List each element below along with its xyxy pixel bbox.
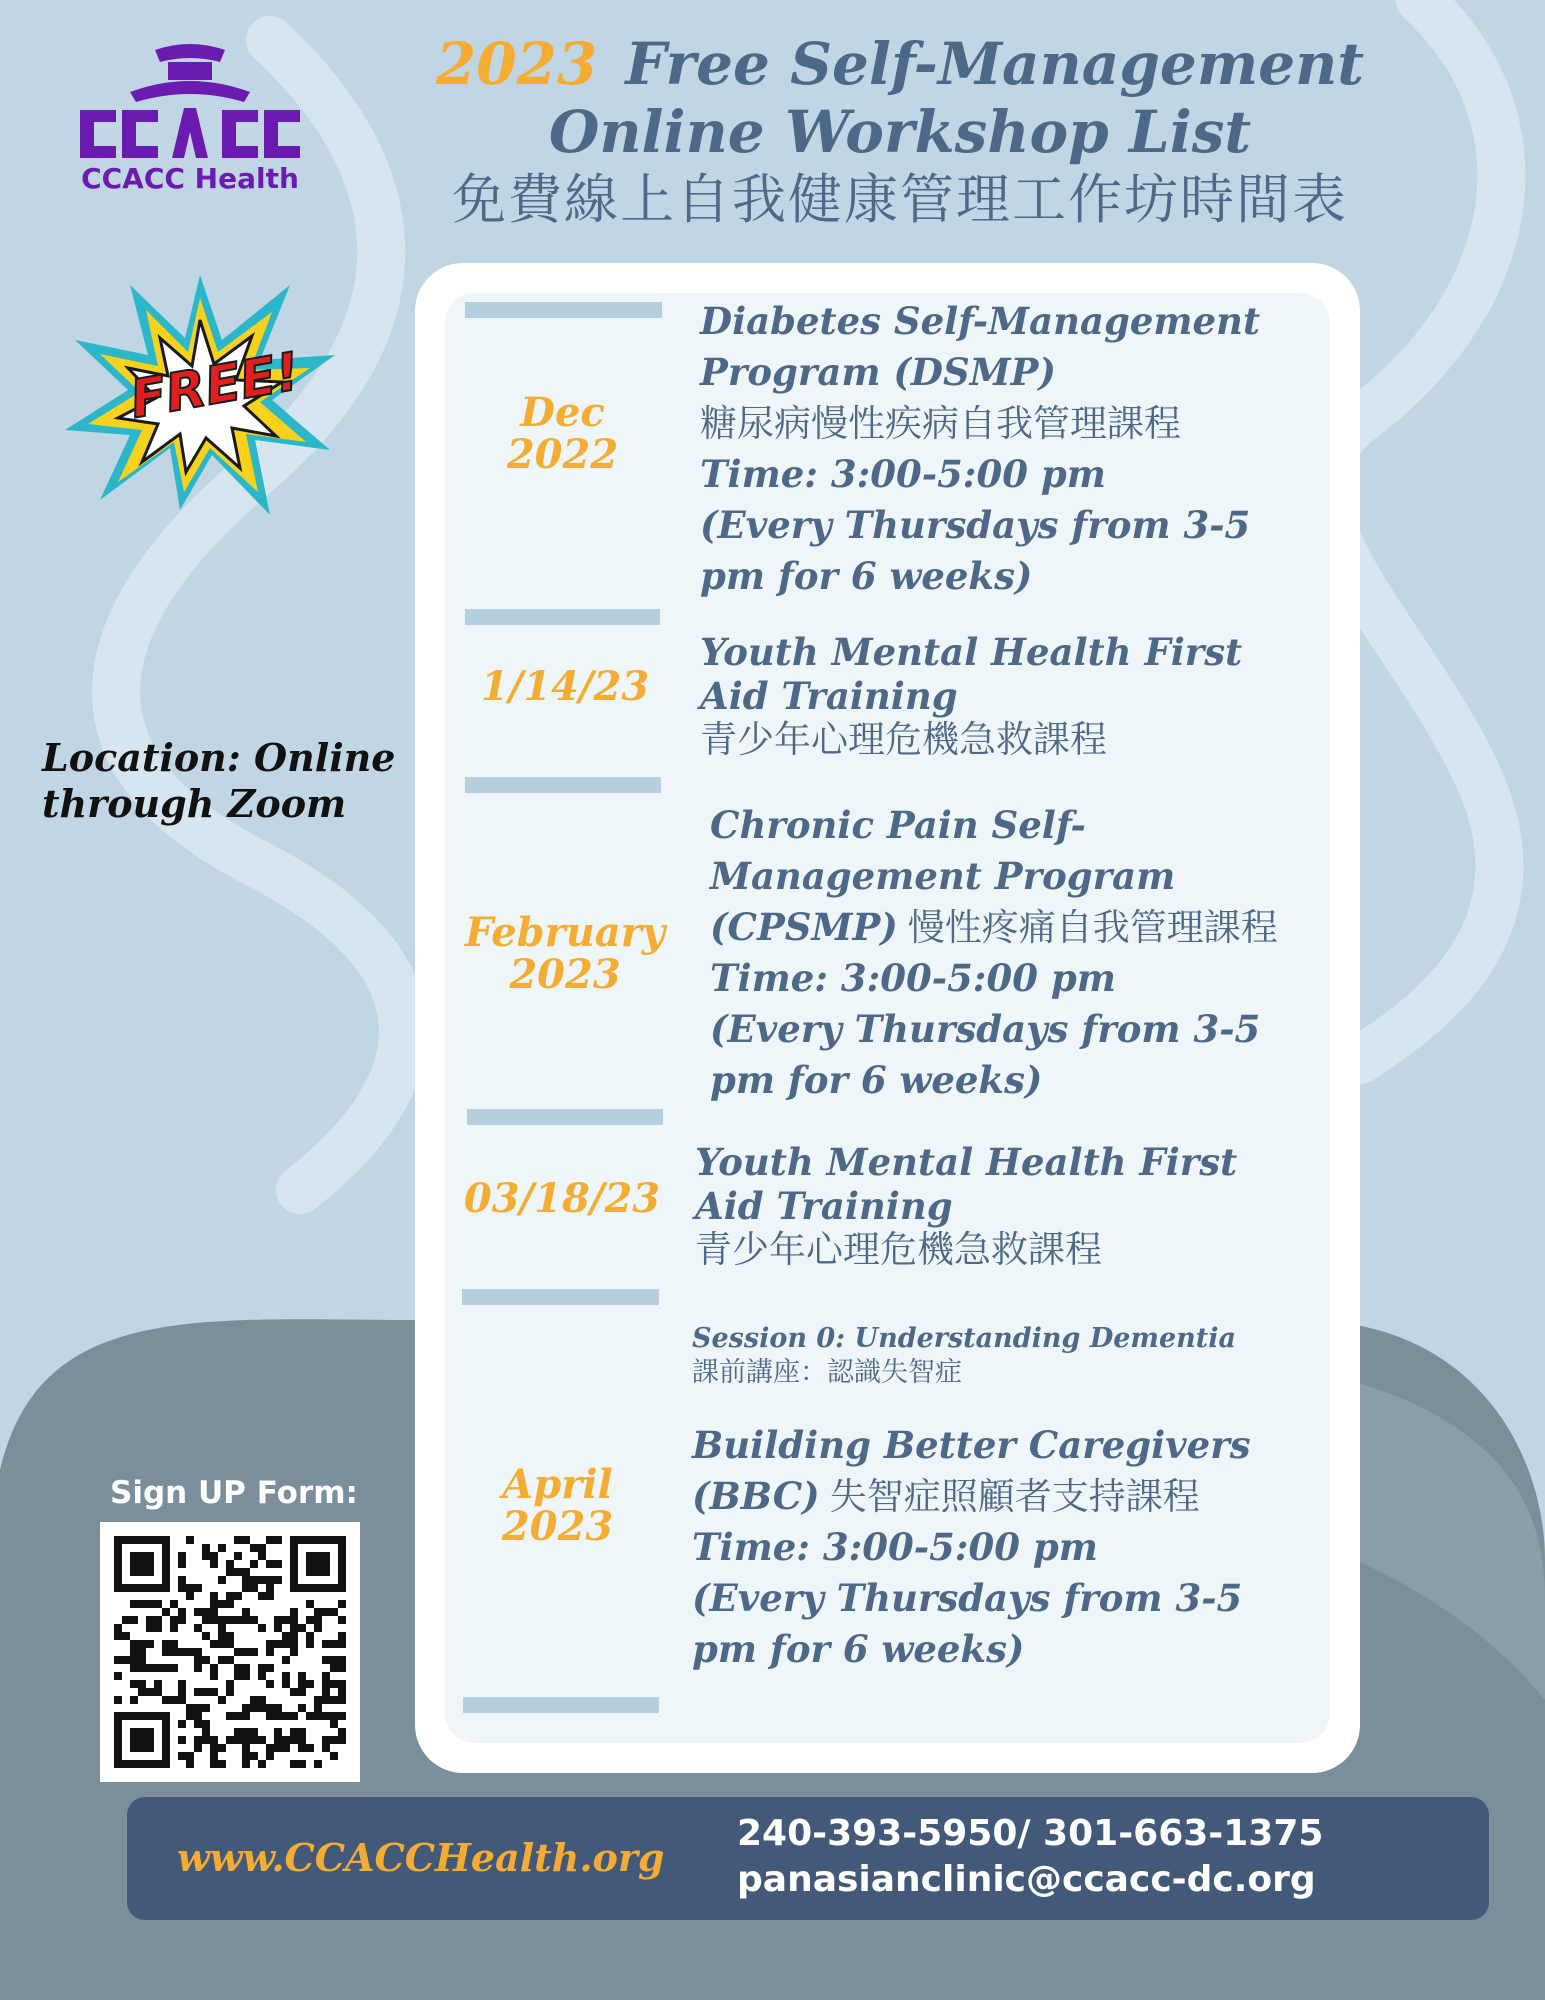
entry-title-abbrev: (BBC)	[692, 1474, 820, 1518]
entry-frequency-line-1: (Every Thursdays from 3-5	[710, 1007, 1261, 1051]
title-chinese: 免費線上自我健康管理工作坊時間表	[452, 168, 1348, 231]
date-line-2: 2022	[506, 431, 619, 478]
date-line-1: 1/14/23	[480, 663, 650, 710]
footer-bar	[127, 1797, 1489, 1920]
qr-code-icon[interactable]	[100, 1522, 360, 1782]
free-badge	[60, 270, 340, 520]
divider	[465, 302, 662, 318]
date-line-1: Dec	[520, 389, 605, 436]
schedule-entry	[692, 1322, 1236, 1390]
entry-title-chinese: 青少年心理危機急救課程	[695, 1228, 1102, 1271]
entry-title-abbrev: (CPSMP)	[710, 905, 898, 949]
session-zero-title: Session 0: Understanding Dementia	[692, 1323, 1237, 1354]
title-line-1	[400, 30, 1400, 98]
signup-qr-code[interactable]	[100, 1522, 360, 1782]
session-zero-chinese: 課前講座：認識失智症	[692, 1357, 962, 1388]
location-line-2: through Zoom	[42, 781, 347, 826]
schedule-date	[470, 389, 655, 478]
schedule-date	[460, 663, 670, 710]
entry-time: Time: 3:00-5:00 pm	[700, 452, 1106, 496]
schedule-date	[455, 909, 675, 998]
title-line-2: Online Workshop List	[548, 98, 1252, 166]
entry-title-line-1: Youth Mental Health First	[700, 630, 1243, 674]
email-address[interactable]: panasianclinic@ccacc-dc.org	[737, 1859, 1316, 1900]
schedule-entry	[692, 1420, 1251, 1675]
schedule-entry	[695, 1140, 1237, 1272]
location-text	[42, 735, 422, 827]
entry-title-chinese: 糖尿病慢性疾病自我管理課程	[700, 402, 1181, 445]
signup-label: Sign UP Form:	[110, 1475, 358, 1511]
divider	[465, 609, 660, 625]
date-line-1: 03/18/23	[463, 1175, 661, 1222]
divider	[462, 1289, 659, 1305]
entry-frequency-line-2: pm for 6 weeks)	[700, 554, 1033, 598]
title-year: 2023	[435, 30, 598, 98]
pagoda-icon	[60, 40, 320, 165]
free-text: FREE!	[125, 341, 305, 431]
entry-title-line-2: Program (DSMP)	[700, 350, 1056, 394]
phone-numbers[interactable]: 240-393-5950/ 301-663-1375	[737, 1813, 1324, 1854]
entry-time: Time: 3:00-5:00 pm	[692, 1525, 1098, 1569]
entry-title-chinese: 失智症照顧者支持課程	[829, 1475, 1200, 1518]
footer-contact	[737, 1811, 1323, 1903]
entry-frequency-line-1: (Every Thursdays from 3-5	[700, 503, 1251, 547]
entry-title-line-2	[692, 1471, 1251, 1522]
schedule-entry	[700, 630, 1242, 762]
entry-title-line-2: Management Program	[710, 854, 1176, 898]
entry-title-line-2: Aid Training	[695, 1184, 953, 1228]
entry-title-line-1: Chronic Pain Self-	[710, 803, 1086, 847]
location-line-1: Location: Online	[42, 735, 396, 780]
logo-text: CCACC Health	[81, 162, 299, 195]
date-line-1: April	[502, 1461, 613, 1508]
website-link[interactable]: www.CCACCHealth.org	[177, 1835, 665, 1880]
schedule-entry	[710, 800, 1278, 1106]
entry-title-chinese: 慢性疼痛自我管理課程	[907, 906, 1278, 949]
title-text-1: Free Self-Management	[625, 30, 1365, 98]
divider	[463, 1697, 659, 1713]
entry-title-chinese: 青少年心理危機急救課程	[700, 718, 1107, 761]
ccacc-logo	[60, 40, 320, 210]
divider	[465, 777, 661, 793]
entry-title-line-2: Aid Training	[700, 674, 958, 718]
entry-frequency-line-2: pm for 6 weeks)	[692, 1627, 1025, 1671]
date-line-1: February	[464, 909, 666, 956]
entry-frequency-line-2: pm for 6 weeks)	[710, 1058, 1043, 1102]
schedule-date	[452, 1175, 672, 1222]
entry-title-line-3	[710, 902, 1278, 953]
entry-time: Time: 3:00-5:00 pm	[710, 956, 1116, 1000]
entry-title-line-1: Diabetes Self-Management	[700, 299, 1261, 343]
page-title	[400, 30, 1400, 232]
entry-title-line-1: Building Better Caregivers	[692, 1423, 1251, 1467]
entry-title-line-1: Youth Mental Health First	[695, 1140, 1238, 1184]
date-line-2: 2023	[509, 951, 621, 998]
schedule-date	[460, 1461, 655, 1550]
entry-frequency-line-1: (Every Thursdays from 3-5	[692, 1576, 1243, 1620]
schedule-entry	[700, 296, 1260, 602]
date-line-2: 2023	[501, 1503, 614, 1550]
divider	[467, 1109, 663, 1125]
